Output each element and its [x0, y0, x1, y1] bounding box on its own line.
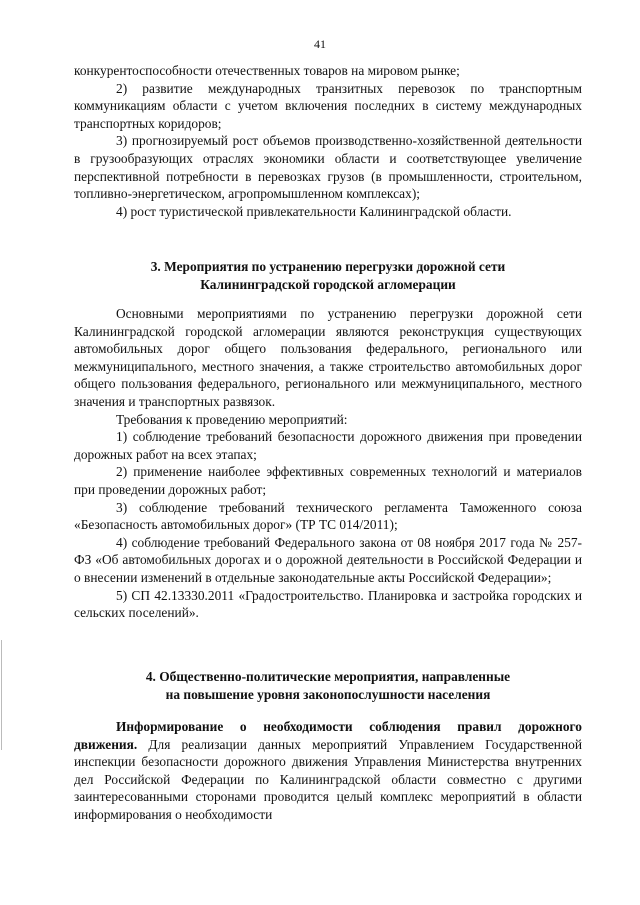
page-number: 41 [314, 37, 326, 51]
scan-edge-mark [1, 640, 2, 750]
list-item-2: 2) развитие международных транзитных перевозок по транспортным коммуникациям области с учетом включения последних в систему международных транспортных коридоров; [74, 80, 582, 131]
section-4-heading-line-1: 4. Общественно-политические мероприятия, направленные [145, 669, 511, 684]
top-list [74, 62, 582, 220]
requirement-2: 2) применение наиболее эффективных современных технологий и материалов при проведении дорожных работ; [74, 464, 582, 497]
paragraph-continuation: конкурентоспособности отечественных товаров на мировом рынке; [74, 63, 460, 78]
section-3-intro: Основными мероприятиями по устранению перегрузки дорожной сети Калининградской городской агломерации являются реконструкция существующих автомобильных дорог общего пользования федерального, регионального или межмуниципального, местного значения, а также строительство автомобильных дорог общего пользования федерального, регионального или межмуниципального, местного значения и транспортных развязок. [74, 306, 582, 409]
section-3-body [74, 305, 582, 622]
section-3-heading [74, 258, 582, 293]
section-4-heading [74, 668, 582, 703]
section-4-bold-lead: Информирование о необходимости соблюдения правил дорожного движения. [74, 719, 582, 752]
list-item-4: 4) рост туристической привлекательности Калининградской области. [116, 203, 512, 219]
section-4-paragraph [74, 718, 582, 824]
requirement-3: 3) соблюдение требований технического регламента Таможенного союза «Безопасность автомобильных дорог» (ТР ТС 014/2011); [74, 499, 582, 533]
section-4-body-text: Для реализации данных мероприятий Управлением Государственной инспекции безопасности дорожного движения Управления Министерства внутренних дел Российской Федерации по Калининградской области совместно с другими заинтересованными сторонами проводится целый комплекс мероприятий в области информирования о необходимости [74, 736, 582, 822]
requirement-4: 4) соблюдение требований Федерального закона от 08 ноября 2017 года № 257-ФЗ «Об автомобильных дорогах и о дорожной деятельности в Российской Федерации и о внесении изменений в отдельные законодательные акты Российской Федерации»; [74, 534, 582, 585]
requirements-title: Требования к проведению мероприятий: [116, 411, 348, 427]
section-4-heading-line-2: на повышение уровня законопослушности населения [165, 686, 491, 702]
section-3-heading-line-1: 3. Мероприятия по устранению перегрузки дорожной сети [150, 259, 506, 274]
section-4-body [74, 718, 582, 824]
requirement-5: 5) СП 42.13330.2011 «Градостроительство. Планировка и застройка городских и сельских поселений». [74, 587, 582, 621]
requirement-1: 1) соблюдение требований безопасности дорожного движения при проведении дорожных работ на всех этапах; [74, 429, 582, 462]
section-3-heading-line-2: Калининградской городской агломерации [200, 276, 456, 292]
list-item-3: 3) прогнозируемый рост объемов производственно-хозяйственной деятельности в грузообразующих отраслях экономики области и соответствующее увеличение перспективной потребности в перевозках грузов (в промышленности, строительном, топливно-энергетическом, агропромышленном комплексах); [74, 133, 582, 202]
